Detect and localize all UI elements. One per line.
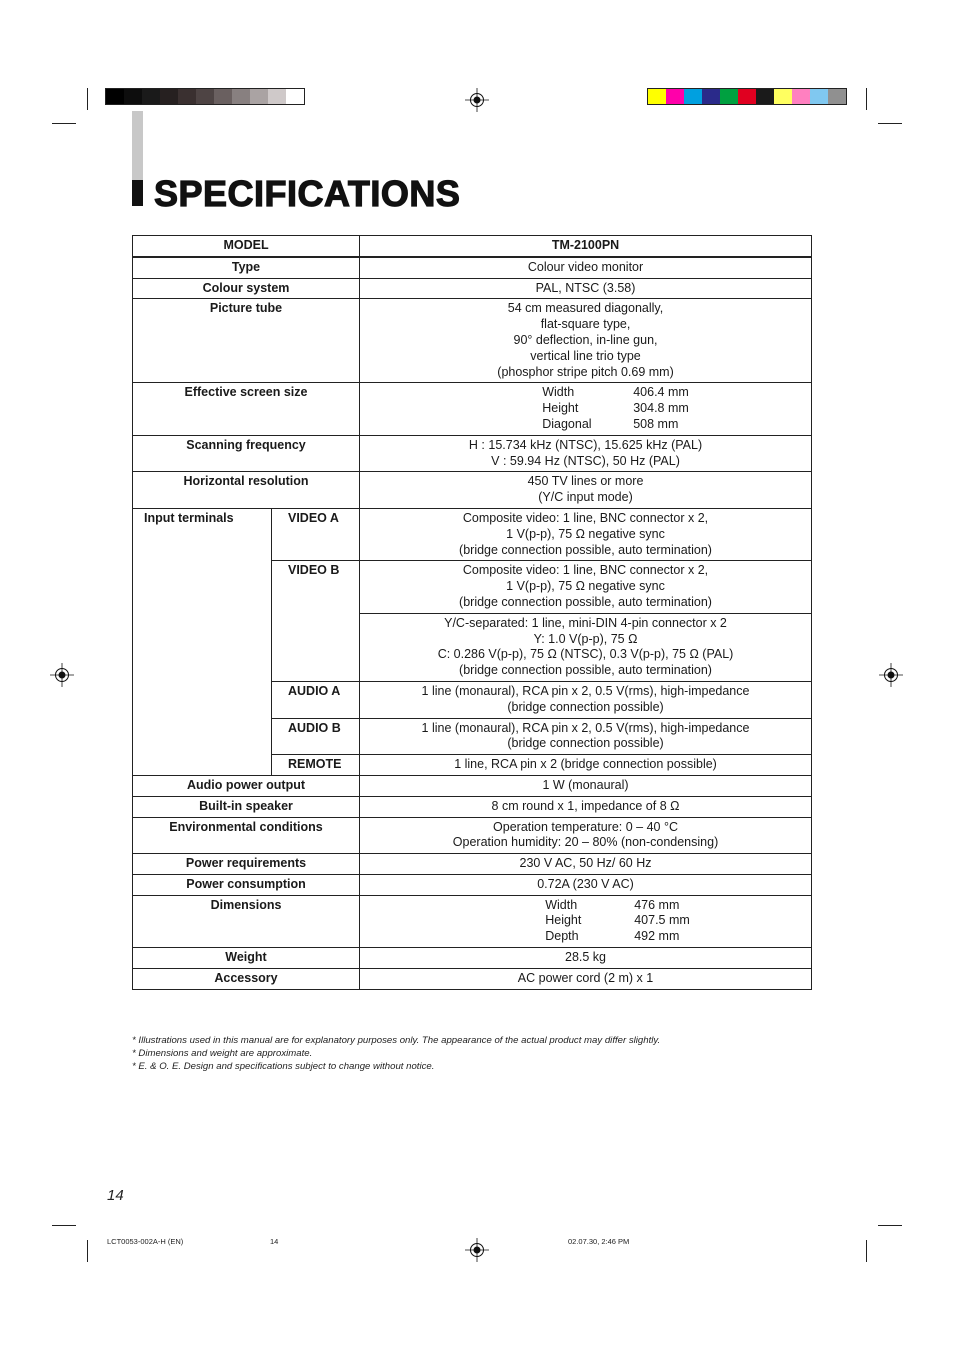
section-side-bar bbox=[132, 111, 143, 182]
title-marker bbox=[132, 180, 143, 206]
text-line: (Y/C input mode) bbox=[538, 490, 633, 505]
accessory-label: Accessory bbox=[133, 968, 360, 989]
table-row bbox=[133, 854, 812, 875]
text-line: Composite video: 1 line, BNC connector x 2, bbox=[462, 510, 709, 525]
calibration-swatch bbox=[666, 89, 684, 104]
power-consumption-value: 0.72A (230 V AC) bbox=[360, 874, 812, 895]
table-row bbox=[133, 817, 812, 854]
audio-b-value bbox=[360, 718, 812, 755]
remote-label: REMOTE bbox=[272, 755, 360, 776]
audio-power-output-label: Audio power output bbox=[133, 775, 360, 796]
table-row bbox=[133, 968, 812, 989]
remote-value: 1 line, RCA pin x 2 (bridge connection possible) bbox=[360, 755, 812, 776]
text-line: Y/C-separated: 1 line, mini-DIN 4-pin connector x 2 bbox=[444, 615, 727, 630]
table-row bbox=[133, 435, 812, 472]
table-row bbox=[133, 257, 812, 278]
text-line: 1 V(p-p), 75 Ω negative sync bbox=[506, 526, 665, 541]
text-line: (bridge connection possible, auto termination) bbox=[459, 594, 712, 609]
calibration-swatch bbox=[702, 89, 720, 104]
table-row bbox=[133, 508, 812, 560]
picture-tube-value bbox=[360, 299, 812, 383]
text-line: 1 line (monaural), RCA pin x 2, 0.5 V(rms), high-impedance bbox=[421, 720, 750, 735]
footer-page: 14 bbox=[270, 1237, 279, 1246]
table-row bbox=[133, 796, 812, 817]
key-value-list bbox=[542, 385, 689, 432]
power-requirements-label: Power requirements bbox=[133, 854, 360, 875]
text-line: 90° deflection, in-line gun, bbox=[513, 332, 658, 347]
dimension-key: Width bbox=[545, 897, 578, 912]
text-line: 1 V(p-p), 75 Ω negative sync bbox=[506, 579, 665, 594]
calibration-swatch bbox=[756, 89, 774, 104]
dimension-key: Diagonal bbox=[542, 416, 592, 431]
colour-system-value: PAL, NTSC (3.58) bbox=[360, 278, 812, 299]
text-line: Y: 1.0 V(p-p), 75 Ω bbox=[533, 631, 638, 646]
text-line: flat-square type, bbox=[540, 317, 631, 332]
calibration-swatch bbox=[738, 89, 756, 104]
video-b-composite-value bbox=[360, 561, 812, 613]
crop-mark bbox=[52, 123, 76, 124]
text-line: (bridge connection possible) bbox=[507, 736, 664, 751]
dimension-key: Height bbox=[545, 913, 582, 928]
text-line: (bridge connection possible, auto termination) bbox=[459, 542, 712, 557]
calibration-swatch bbox=[196, 89, 214, 104]
table-row bbox=[133, 236, 812, 257]
calibration-swatch bbox=[232, 89, 250, 104]
footnote: * Illustrations used in this manual are for explanatory purposes only. The appearance of the actual product may differ slightly. bbox=[132, 1035, 661, 1046]
video-a-label: VIDEO A bbox=[272, 508, 360, 560]
calibration-swatch bbox=[160, 89, 178, 104]
crop-mark bbox=[87, 88, 88, 110]
text-line: Operation humidity: 20 – 80% (non-condensing) bbox=[452, 835, 719, 850]
type-value: Colour video monitor bbox=[360, 257, 812, 278]
environmental-conditions-label: Environmental conditions bbox=[133, 817, 360, 854]
audio-a-label: AUDIO A bbox=[272, 681, 360, 718]
crop-mark bbox=[878, 123, 902, 124]
crop-mark bbox=[866, 88, 867, 110]
text-line: Composite video: 1 line, BNC connector x 2, bbox=[462, 563, 709, 578]
calibration-swatch bbox=[792, 89, 810, 104]
text-line: vertical line trio type bbox=[530, 348, 641, 363]
environmental-conditions-value bbox=[360, 817, 812, 854]
footnotes bbox=[132, 1034, 822, 1073]
dimension-value: 407.5 mm bbox=[634, 913, 690, 928]
crop-mark bbox=[52, 1225, 76, 1226]
key-value-list bbox=[545, 898, 690, 945]
calibration-swatch bbox=[106, 89, 124, 104]
crop-mark bbox=[866, 1240, 867, 1262]
footnote: * E. & O. E. Design and specifications subject to change without notice. bbox=[132, 1061, 435, 1072]
weight-label: Weight bbox=[133, 948, 360, 969]
effective-screen-size-value bbox=[360, 383, 812, 435]
calibration-swatch bbox=[684, 89, 702, 104]
table-row bbox=[133, 948, 812, 969]
dimension-value: 492 mm bbox=[634, 929, 680, 944]
dimension-value: 406.4 mm bbox=[633, 385, 689, 400]
dimension-key: Depth bbox=[545, 929, 579, 944]
table-row bbox=[133, 472, 812, 509]
page-title: SPECIFICATIONS bbox=[154, 173, 461, 214]
scanning-frequency-value bbox=[360, 435, 812, 472]
calibration-swatch bbox=[268, 89, 286, 104]
specifications-table bbox=[132, 235, 812, 990]
registration-target-icon bbox=[50, 663, 74, 687]
calibration-swatch bbox=[810, 89, 828, 104]
text-line: (bridge connection possible, auto termination) bbox=[459, 663, 712, 678]
calibration-swatch bbox=[214, 89, 232, 104]
table-row bbox=[133, 775, 812, 796]
horizontal-resolution-label: Horizontal resolution bbox=[133, 472, 360, 509]
calibration-swatch bbox=[124, 89, 142, 104]
dimension-value: 304.8 mm bbox=[633, 401, 689, 416]
crop-mark bbox=[878, 1225, 902, 1226]
crop-mark bbox=[87, 1240, 88, 1262]
footnote: * Dimensions and weight are approximate. bbox=[132, 1048, 313, 1059]
model-value: TM-2100PN bbox=[360, 236, 812, 257]
table-row bbox=[133, 895, 812, 947]
registration-target-icon bbox=[465, 88, 489, 112]
weight-value: 28.5 kg bbox=[360, 948, 812, 969]
audio-a-value bbox=[360, 681, 812, 718]
input-terminals-label: Input terminals bbox=[133, 508, 272, 775]
text-line: 1 line (monaural), RCA pin x 2, 0.5 V(rms), high-impedance bbox=[421, 683, 750, 698]
built-in-speaker-value: 8 cm round x 1, impedance of 8 Ω bbox=[360, 796, 812, 817]
table-row bbox=[133, 278, 812, 299]
colour-system-label: Colour system bbox=[133, 278, 360, 299]
calibration-swatch bbox=[828, 89, 846, 104]
audio-power-output-value: 1 W (monaural) bbox=[360, 775, 812, 796]
calibration-swatch bbox=[720, 89, 738, 104]
dimensions-label: Dimensions bbox=[133, 895, 360, 947]
footer-file-code: LCT0053-002A-H (EN) bbox=[107, 1237, 184, 1246]
table-row bbox=[133, 383, 812, 435]
registration-target-icon bbox=[465, 1238, 489, 1262]
video-b-yc-value bbox=[360, 613, 812, 681]
grayscale-calibration-bar bbox=[105, 88, 305, 105]
calibration-swatch bbox=[648, 89, 666, 104]
dimension-key: Width bbox=[542, 385, 575, 400]
model-label: MODEL bbox=[133, 236, 360, 257]
calibration-swatch bbox=[286, 89, 304, 104]
text-line: V : 59.94 Hz (NTSC), 50 Hz (PAL) bbox=[491, 453, 680, 468]
table-row bbox=[133, 874, 812, 895]
text-line: C: 0.286 V(p-p), 75 Ω (NTSC), 0.3 V(p-p), 75 Ω (PAL) bbox=[437, 647, 734, 662]
scanning-frequency-label: Scanning frequency bbox=[133, 435, 360, 472]
table-row bbox=[133, 299, 812, 383]
effective-screen-size-label: Effective screen size bbox=[133, 383, 360, 435]
text-line: 450 TV lines or more bbox=[527, 474, 644, 489]
text-line: (phosphor stripe pitch 0.69 mm) bbox=[497, 364, 674, 379]
text-line: H : 15.734 kHz (NTSC), 15.625 kHz (PAL) bbox=[468, 437, 703, 452]
calibration-swatch bbox=[250, 89, 268, 104]
page-number: 14 bbox=[107, 1187, 124, 1204]
registration-target-icon bbox=[879, 663, 903, 687]
picture-tube-label: Picture tube bbox=[133, 299, 360, 383]
video-b-label: VIDEO B bbox=[272, 561, 360, 682]
type-label: Type bbox=[133, 257, 360, 278]
calibration-swatch bbox=[142, 89, 160, 104]
power-consumption-label: Power consumption bbox=[133, 874, 360, 895]
color-calibration-bar bbox=[647, 88, 847, 105]
accessory-value: AC power cord (2 m) x 1 bbox=[360, 968, 812, 989]
dimensions-value bbox=[360, 895, 812, 947]
horizontal-resolution-value bbox=[360, 472, 812, 509]
calibration-swatch bbox=[774, 89, 792, 104]
text-line: 54 cm measured diagonally, bbox=[507, 301, 664, 316]
power-requirements-value: 230 V AC, 50 Hz/ 60 Hz bbox=[360, 854, 812, 875]
dimension-key: Height bbox=[542, 401, 579, 416]
built-in-speaker-label: Built-in speaker bbox=[133, 796, 360, 817]
dimension-value: 508 mm bbox=[633, 416, 679, 431]
calibration-swatch bbox=[178, 89, 196, 104]
text-line: Operation temperature: 0 – 40 °C bbox=[493, 819, 678, 834]
footer-timestamp: 02.07.30, 2:46 PM bbox=[568, 1237, 630, 1246]
video-a-value bbox=[360, 508, 812, 560]
text-line: (bridge connection possible) bbox=[507, 699, 664, 714]
audio-b-label: AUDIO B bbox=[272, 718, 360, 755]
dimension-value: 476 mm bbox=[634, 897, 680, 912]
